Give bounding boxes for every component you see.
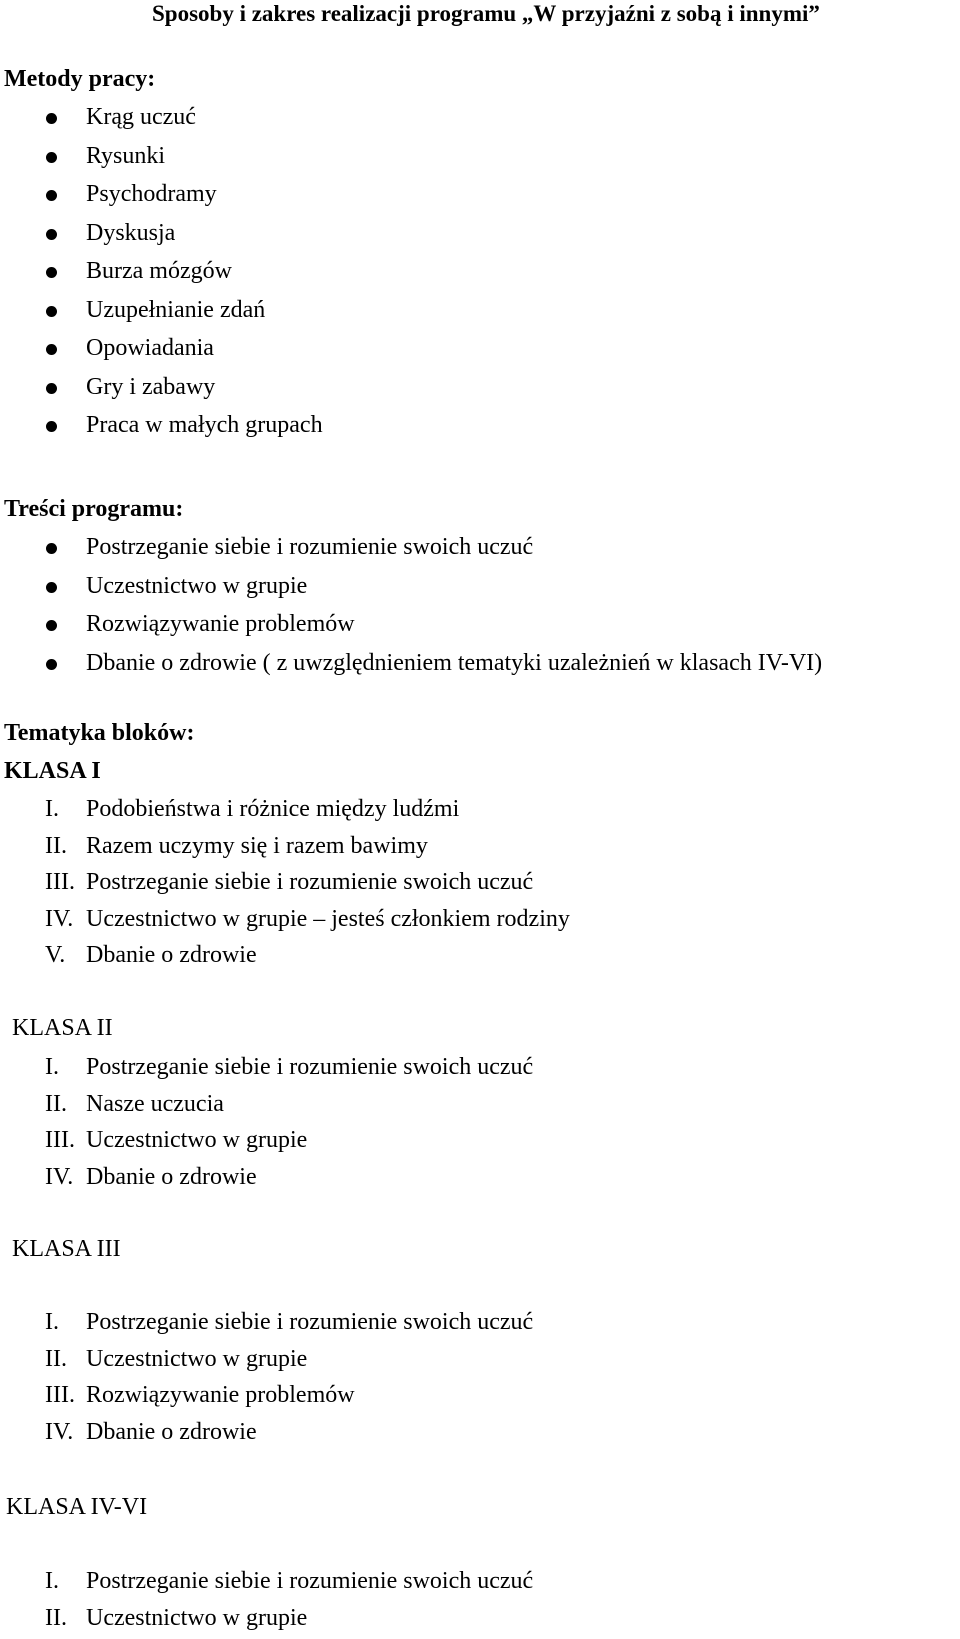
topics-heading: Tematyka bloków: [4, 720, 195, 746]
class-1-label: KLASA I [4, 758, 101, 784]
class-4-6-label: KLASA IV-VI [6, 1494, 148, 1520]
bullet-icon [46, 306, 57, 317]
bullet-icon [46, 383, 57, 394]
bullet-icon [46, 190, 57, 201]
bullet-icon [46, 421, 57, 432]
bullet-icon [46, 152, 57, 163]
bullet-icon [46, 113, 57, 124]
content-heading: Treści programu: [4, 496, 184, 522]
bullet-icon [46, 620, 57, 631]
document-page: Sposoby i zakres realizacji programu „W przyjaźni z sobą i innymi” Metody pracy: Krąg uczuć Rysunki Psychodramy Dyskusja Burza mózgów Uzupełnianie zdań Opowiadania Gry i zabawy Praca w małych grupach Treści programu: Postrzeganie siebie i rozumienie swoich uczuć Uczestnictwo w grupie Rozwiązywanie problemów Dbanie o zdrowie ( z uwzględnieniem tematyki uzależnień w klasach IV-VI) Tematyka bloków: KLASA I I. Podobieństwa i różnice między ludźmi II. Razem uczymy się i razem bawimy III. Postrzeganie siebie i rozumienie swoich uczuć IV. Uczestnictwo w grupie – jesteś członkiem rodziny V. Dbanie o zdrowie KLASA II I. Postrzeganie siebie i rozumienie swoich uczuć II. Nasze uczucia III. Uczestnictwo w grupie IV. Dbanie o zdrowie KLASA III I. Postrzeganie siebie i rozumienie swoich uczuć II. Uczestnictwo w grupie III. Rozwiązywanie problemów IV. Dbanie o zdrowie KLASA IV-VI I. Postrzeganie siebie i rozumienie swoich uczuć II. Uczestnictwo w grupie [4, 1, 823, 1631]
methods-heading: Metody pracy: [4, 66, 156, 92]
bullet-icon [46, 582, 57, 593]
bullet-icon [46, 659, 57, 670]
class-3-label: KLASA III [12, 1236, 121, 1262]
class-2-label: KLASA II [12, 1015, 113, 1041]
bullet-icon [46, 344, 57, 355]
document-title: Sposoby i zakres realizacji programu „W przyjaźni z sobą i innymi” [152, 1, 820, 26]
bullet-icon [46, 267, 57, 278]
bullet-icon [46, 543, 57, 554]
bullet-icon [46, 229, 57, 240]
